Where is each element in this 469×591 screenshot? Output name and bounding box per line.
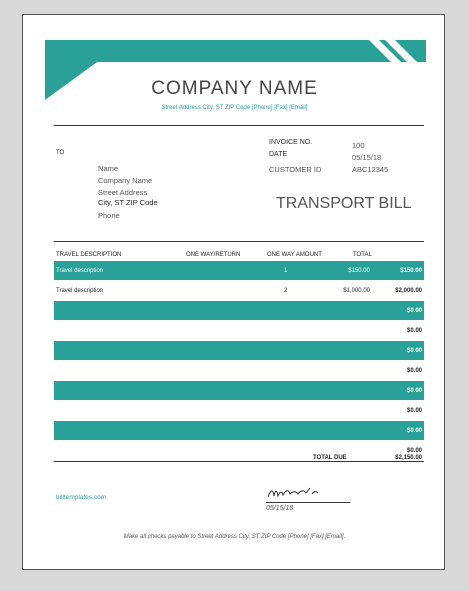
header-divider	[54, 125, 424, 126]
doc-title: TRANSPORT BILL	[276, 195, 412, 212]
to-name: Name	[98, 164, 119, 173]
table-row	[54, 341, 424, 360]
company-address: Street Address City, ST ZIP Code [Phone] [Fax] [Email]	[161, 105, 308, 111]
row-total: $2,000.00	[395, 288, 422, 294]
total-due-label: TOTAL DUE	[313, 455, 347, 461]
customer-id: ABC12345	[352, 165, 389, 174]
row-total: $0.00	[406, 328, 422, 334]
to-phone: Phone	[98, 211, 120, 220]
invoice-sheet	[22, 14, 445, 570]
table-row	[54, 281, 424, 300]
invoice-number-label: INVOICE NO.	[269, 139, 313, 146]
row-total: $0.00	[406, 388, 422, 394]
signature-line	[266, 502, 350, 503]
website: billtemplates.com	[56, 494, 107, 501]
row-total: $0.00	[406, 428, 422, 434]
table-row	[54, 401, 424, 420]
row-one-way-return: 1	[284, 268, 288, 274]
row-total: $0.00	[406, 448, 422, 454]
row-one-way-amount: $1,000.00	[343, 288, 370, 294]
row-total: $0.00	[406, 408, 422, 414]
invoice-date-label: DATE	[269, 151, 288, 158]
to-street: Street Address	[98, 188, 148, 197]
total-due-value: $2,150.00	[395, 455, 422, 461]
payment-note: Make all checks payable to Street Address City, ST ZIP Code [Phone] [Fax] [Email].	[123, 534, 346, 540]
to-company: Company Name	[98, 176, 153, 185]
table-row	[54, 261, 424, 280]
to-label: TO	[56, 150, 65, 156]
row-one-way-return: 2	[284, 288, 288, 294]
customer-id-label: CUSTOMER ID	[269, 165, 322, 174]
header-one-way-amount: ONE WAY AMOUNT	[267, 252, 322, 258]
table-row	[54, 421, 424, 440]
to-city: City, ST ZIP Code	[98, 198, 158, 207]
header-travel-description: TRAVEL DESCRIPTION	[56, 252, 122, 258]
table-bottom-rule	[54, 461, 424, 462]
row-one-way-amount: $150.00	[348, 268, 370, 274]
row-total: $0.00	[406, 308, 422, 314]
invoice-date: 05/15/18	[352, 153, 382, 162]
signature-date: 05/15/18	[266, 505, 294, 512]
table-top-rule	[54, 241, 424, 242]
row-total: $0.00	[406, 348, 422, 354]
table-row	[54, 361, 424, 380]
signature-mark-icon	[266, 485, 336, 501]
table-row	[54, 301, 424, 320]
row-total: $150.00	[400, 268, 422, 274]
row-total: $0.00	[406, 368, 422, 374]
table-row	[54, 381, 424, 400]
row-description: Travel description	[56, 268, 104, 274]
invoice-number: 100	[352, 141, 365, 150]
table-row	[54, 321, 424, 340]
header-total: TOTAL	[353, 252, 372, 258]
company-name: COMPANY NAME	[151, 78, 318, 99]
header-one-way-return: ONE WAY/RETURN	[186, 252, 241, 258]
row-description: Travel description	[56, 288, 104, 294]
